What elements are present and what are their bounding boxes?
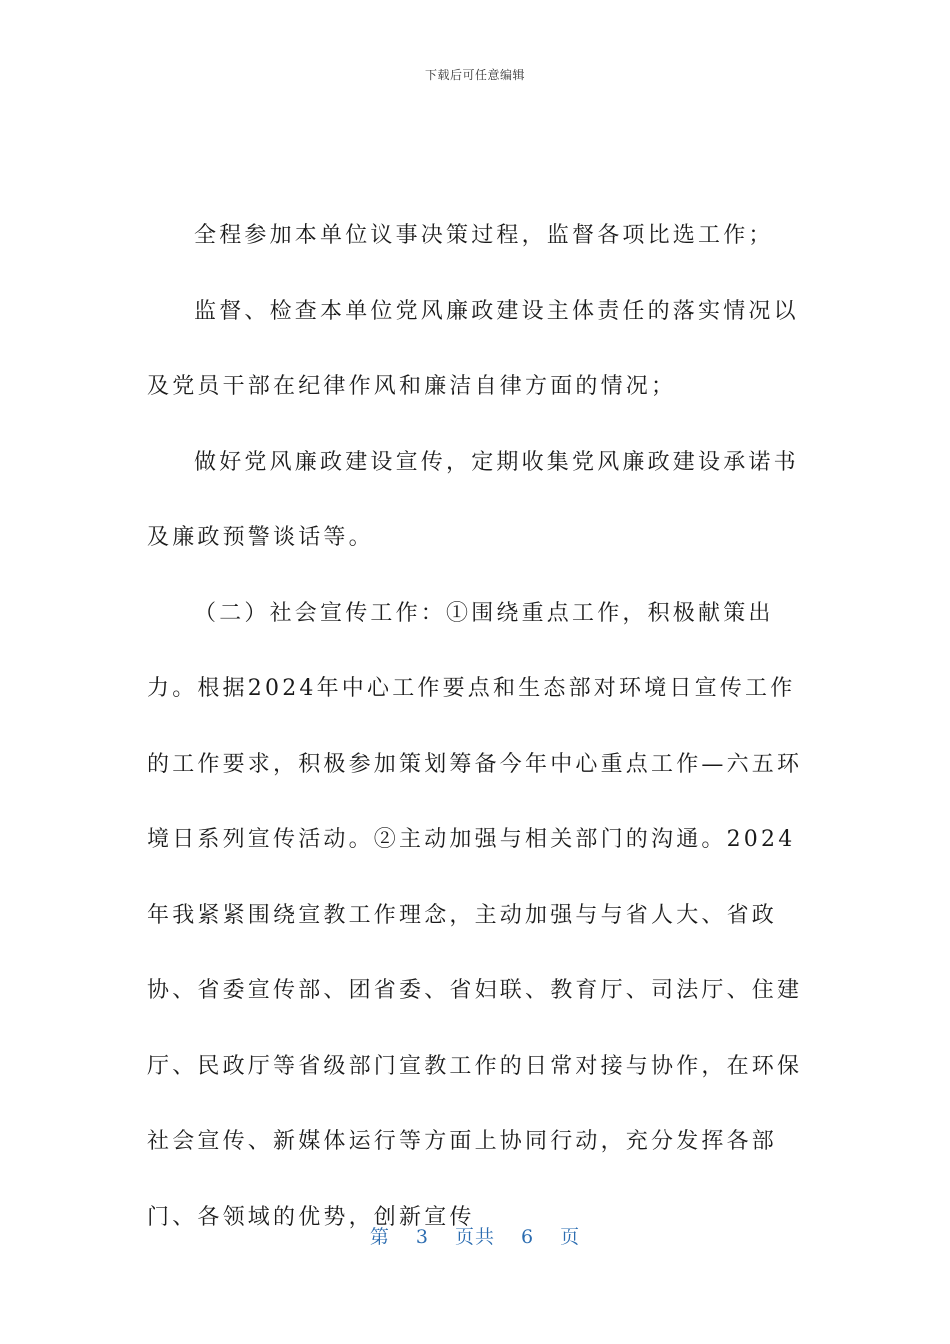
footer-current-page: 3 <box>415 1226 429 1248</box>
footer-total-pages: 6 <box>521 1226 535 1248</box>
paragraph-2: 监督、检查本单位党风廉政建设主体责任的落实情况以及党员干部在纪律作风和廉洁自律方面的情况； <box>147 298 799 399</box>
header-note: 下载后可任意编辑 <box>424 68 525 82</box>
footer-middle: 页共 <box>454 1226 495 1248</box>
paragraph-4: （二）社会宣传工作：①围绕重点工作，积极献策出力。根据2024年中心工作要点和生态部对环境日宣传工作的工作要求，积极参加策划筹备今年中心重点工作—六五环境日系列宣传活动。②主动加强与相关部门的沟通。2024年我紧紧围绕宣教工作理念，主动加强与与省人大、省政协、省委宣传部、团省委、省妇联、教育厅、司法厅、住建厅、民政厅等省级部门宣教工作的日常对接与协作，在环保社会宣传、新媒体运行等方面上协同行动，充分发挥各部门、各领域的优势，创新宣传 <box>147 600 803 1230</box>
footer-prefix: 第 <box>369 1226 390 1248</box>
paragraph-1: 全程参加本单位议事决策过程，监督各项比选工作； <box>194 223 774 248</box>
paragraph-3: 做好党风廉政建设宣传，定期收集党风廉政建设承诺书及廉政预警谈话等。 <box>147 449 799 550</box>
page-footer <box>0 1222 950 1249</box>
footer-suffix: 页 <box>560 1226 581 1248</box>
document-body <box>147 198 807 1255</box>
